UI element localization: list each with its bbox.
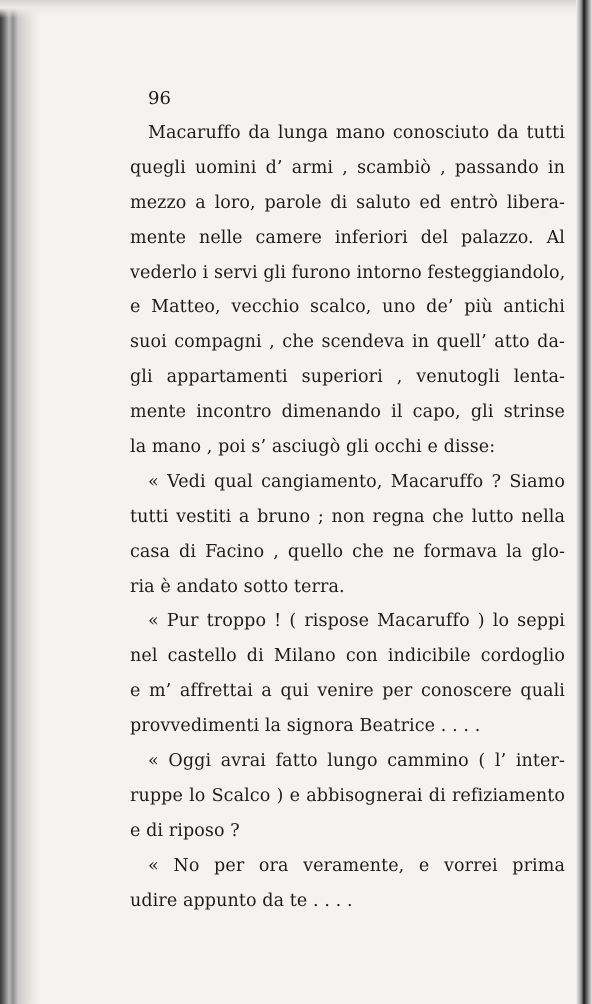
text-line: « Vedi qual cangiamento, Macaruffo ? Siamo: [148, 471, 565, 492]
text-line: tutti vestiti a bruno ; non regna che lutto nella: [130, 506, 565, 527]
text-line: la mano , poi s’ asciugò gli occhi e disse:: [130, 437, 496, 458]
page-number: 96: [148, 88, 172, 109]
text-line: e Matteo, vecchio scalco, uno de’ più antichi: [130, 297, 565, 318]
text-line: vederlo i servi gli furono intorno festeggiandolo,: [130, 262, 566, 283]
text-line: suoi compagni , che scendeva in quell’ atto da-: [130, 332, 565, 353]
text-line: nel castello di Milano con indicibile cordoglio: [130, 646, 565, 667]
text-line: Macaruffo da lunga mano conosciuto da tutti: [148, 123, 565, 143]
text-line: « Pur troppo ! ( rispose Macaruffo ) lo seppi: [148, 611, 565, 632]
book-binding-gutter: [0, 0, 40, 1004]
page-right-edge: [576, 0, 592, 1004]
text-line: ruppe lo Scalco ) e abbisognerai di refiziamento: [130, 785, 565, 806]
text-line: quegli uomini d’ armi , scambiò , passando in: [130, 157, 565, 178]
text-line: e m’ affrettai a qui venire per conoscere quali: [130, 681, 565, 702]
text-line: mente incontro dimenando il capo, gli strinse: [130, 402, 565, 423]
text-line: casa di Facino , quello che ne formava la glo-: [130, 541, 565, 562]
text-line: gli appartamenti superiori , venutogli lenta-: [130, 367, 565, 388]
page-top-edge: [0, 0, 592, 18]
text-line: udire appunto da te . . . .: [130, 890, 353, 911]
text-line: ria è andato sotto terra.: [130, 576, 345, 597]
text-line: « Oggi avrai fatto lungo cammino ( l’ inter-: [148, 751, 565, 772]
text-line: e di riposo ?: [130, 820, 240, 841]
text-lines: [130, 116, 565, 918]
text-line: « No per ora veramente, e vorrei prima: [148, 855, 565, 876]
text-line: mente nelle camere inferiori del palazzo. Al: [130, 227, 565, 248]
text-line: mezzo a loro, parole di saluto ed entrò libera-: [130, 192, 565, 213]
text-line: provvedimenti la signora Beatrice . . . .: [130, 716, 481, 737]
page-text-block: [130, 82, 565, 918]
